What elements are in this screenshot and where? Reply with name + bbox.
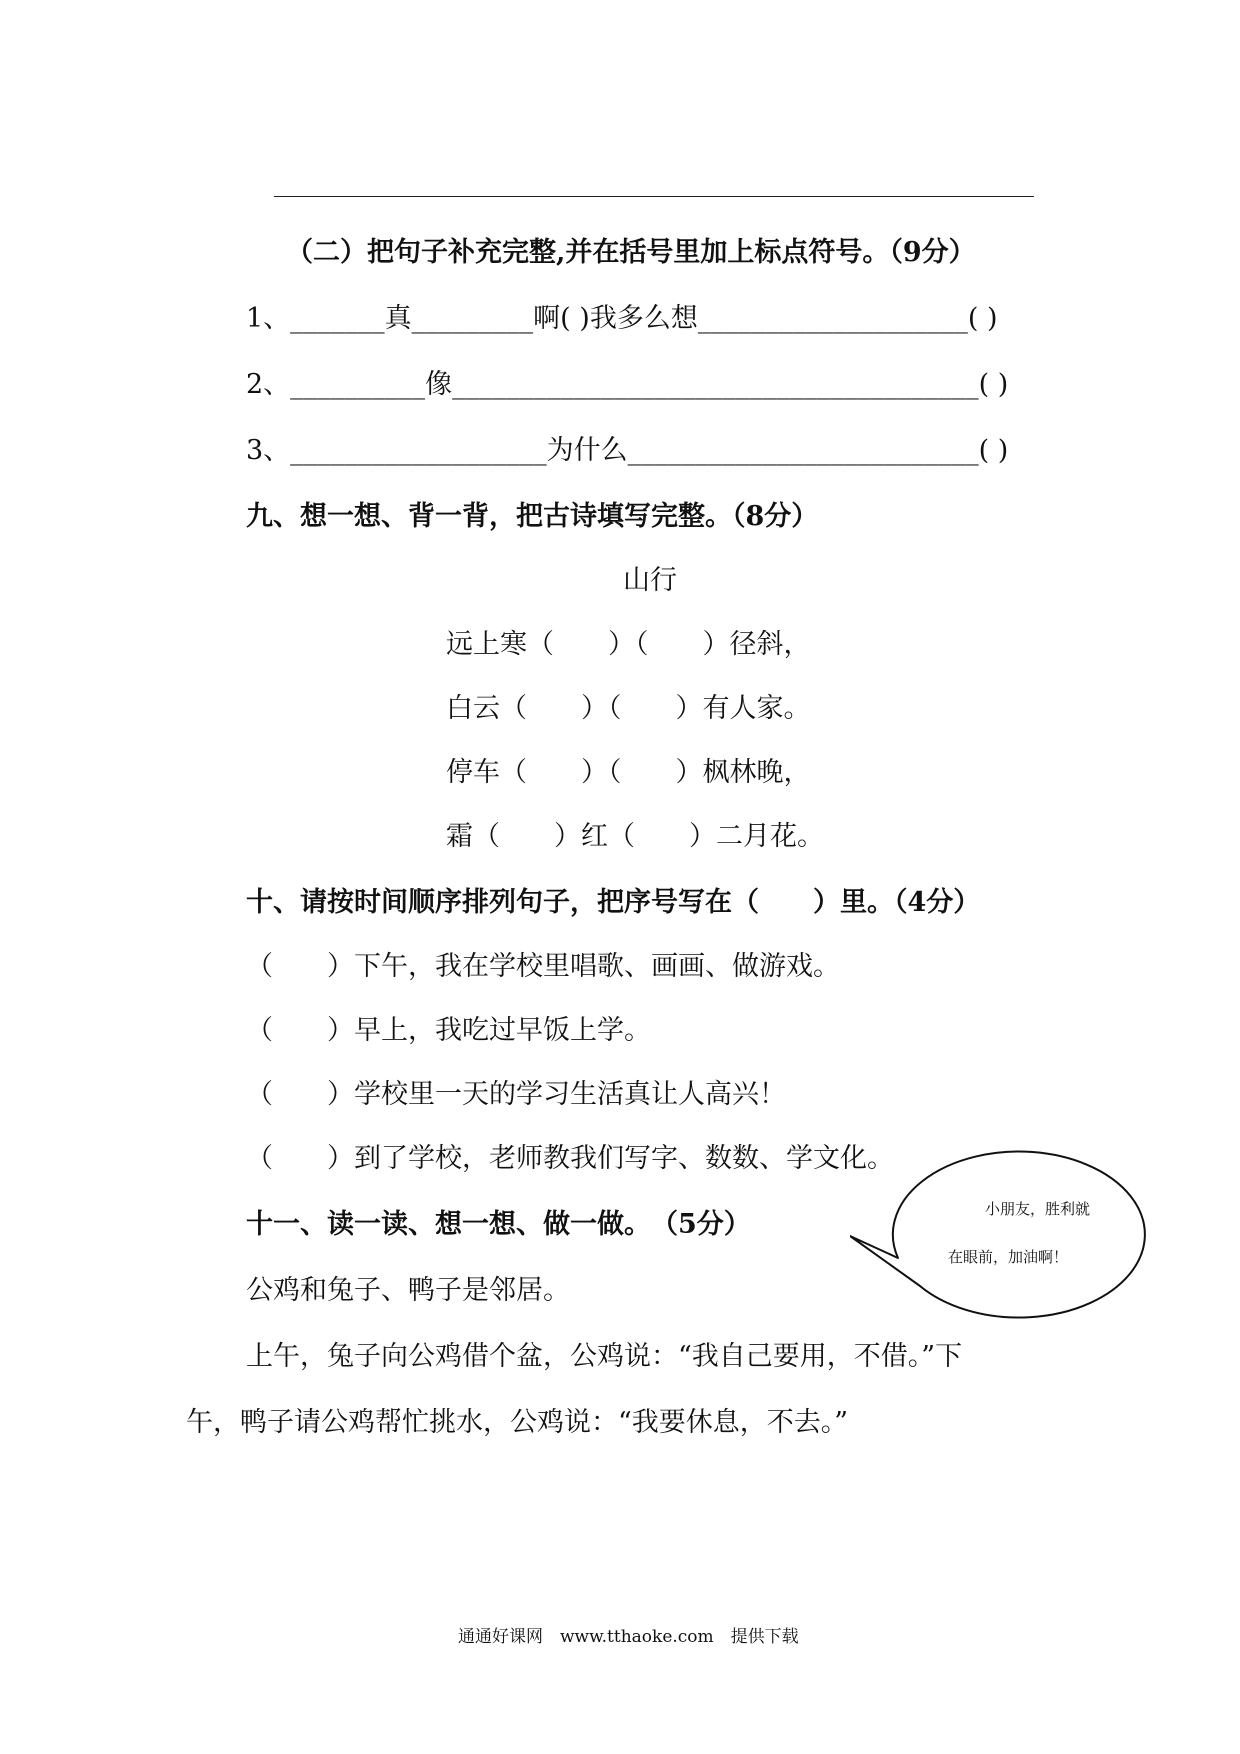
section-two-line-1: 1、_______真_________啊( )我多么想____________________( ) <box>246 303 998 334</box>
poem-line-1: 远上寒（ ）（ ）径斜， <box>446 629 811 660</box>
section-two-line-3: 3、___________________为什么__________________________( ) <box>246 435 1009 466</box>
top-divider-line <box>274 196 1034 197</box>
poem-title: 山行 <box>623 565 677 596</box>
ordering-item-3: （ ）学校里一天的学习生活真让人高兴！ <box>246 1079 786 1110</box>
section-two-title: （二）把句子补充完整,并在括号里加上标点符号。（9分） <box>286 237 976 268</box>
speech-bubble-line-2: 在眼前，加油啊！ <box>948 1248 1069 1266</box>
speech-bubble-shape <box>850 1140 1170 1330</box>
poem-line-2: 白云（ ）（ ）有人家。 <box>446 693 811 724</box>
section-two-line-2: 2、__________像_______________________________________( ) <box>246 369 1009 400</box>
ordering-item-4: （ ）到了学校，老师教我们写字、数数、学文化。 <box>246 1143 894 1174</box>
story-paragraph-1: 公鸡和兔子、鸭子是邻居。 <box>246 1275 570 1306</box>
ordering-item-2: （ ）早上，我吃过早饭上学。 <box>246 1015 651 1046</box>
speech-bubble-line-1: 小朋友，胜利就 <box>985 1200 1091 1218</box>
section-ten-title: 十、请按时间顺序排列句子，把序号写在（ ）里。（4分） <box>246 887 981 918</box>
story-paragraph-2-line-2: 午，鸭子请公鸡帮忙挑水，公鸡说：“我要休息，不去。” <box>186 1407 849 1438</box>
poem-line-4: 霜（ ）红（ ）二月花。 <box>446 821 824 852</box>
poem-line-3: 停车（ ）（ ）枫林晚， <box>446 757 811 788</box>
section-nine-title: 九、想一想、背一背，把古诗填写完整。（8分） <box>246 501 819 532</box>
footer-source: 通通好课网 www.tthaoke.com 提供下载 <box>458 1627 799 1647</box>
story-paragraph-2-line-1: 上午，兔子向公鸡借个盆，公鸡说：“我自己要用，不借。”下 <box>246 1341 963 1372</box>
section-eleven-title: 十一、读一读、想一想、做一做。 （5分） <box>246 1209 751 1240</box>
ordering-item-1: （ ）下午，我在学校里唱歌、画画、做游戏。 <box>246 951 840 982</box>
